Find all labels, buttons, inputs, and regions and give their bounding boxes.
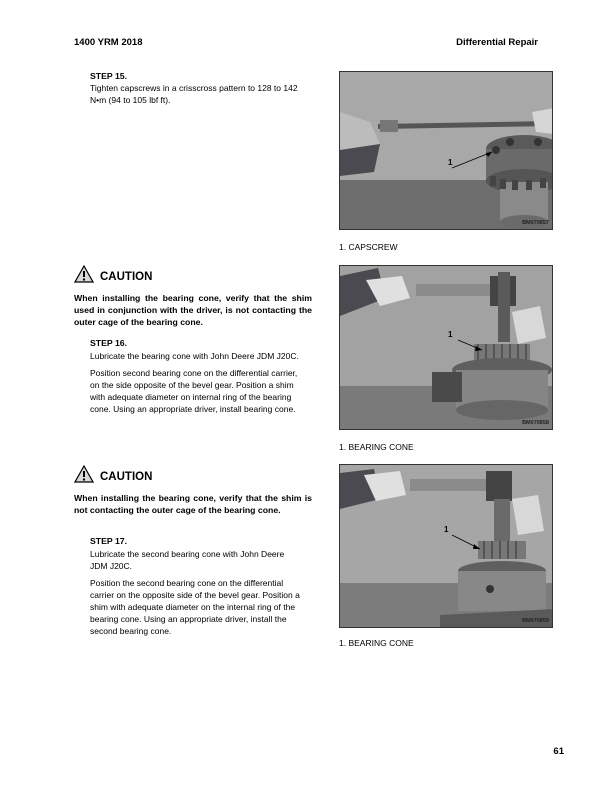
step-15-text: Tighten capscrews in a crisscross pattern to 128 to 142 N•m (94 to 105 lbf ft).	[90, 83, 298, 105]
step-16-title: STEP 16.	[90, 338, 128, 348]
caution-2-text: When installing the bearing cone, verify that the shim is not contacting the outer cage of the bearing cone.	[74, 493, 312, 515]
figure-2-code: BM070858	[522, 420, 549, 426]
caution-1-block	[74, 265, 312, 328]
figure-2-caption: 1. BEARING CONE	[339, 442, 414, 452]
figure-3-code: BM070859	[522, 618, 549, 624]
header-section-title: Differential Repair	[456, 37, 538, 48]
step-17-block	[90, 536, 302, 637]
caution-2-block	[74, 465, 312, 516]
caution-1-label: CAUTION	[100, 270, 153, 283]
page-number: 61	[553, 746, 564, 757]
warning-triangle-icon	[74, 265, 94, 288]
step-16-block	[90, 338, 302, 415]
step-16-para-2: Position second bearing cone on the differential carrier, on the side opposite of the bevel gear. Position a shim with adequate diameter on internal ring of the bearing cone. Using an appropriate driver, install bearing cone.	[90, 368, 298, 414]
figure-3-photo	[339, 464, 553, 628]
figure-1-callout: 1	[448, 158, 453, 167]
figure-1-code: BM070857	[522, 220, 549, 226]
figure-3-callout: 1	[444, 525, 449, 534]
figure-3-caption: 1. BEARING CONE	[339, 638, 414, 648]
step-15-title: STEP 15.	[90, 71, 128, 81]
header-document-title: 1400 YRM 2018	[74, 37, 143, 48]
caution-1-heading	[74, 265, 312, 288]
step-17-para-2: Position the second bearing cone on the differential carrier on the opposite side of the bevel gear. Position a shim with adequate diameter on the internal ring of the bearing cone. Using an appropriate driver, install the second bearing cone.	[90, 578, 300, 636]
step-15-block	[90, 71, 300, 106]
figure-2-callout: 1	[448, 330, 453, 339]
caution-2-label: CAUTION	[100, 470, 153, 483]
step-17-title: STEP 17.	[90, 536, 128, 546]
step-17-para-1: Lubricate the second bearing cone with John Deere JDM J20C.	[90, 549, 285, 571]
figure-2-photo	[339, 265, 553, 430]
caution-2-heading	[74, 465, 312, 488]
figure-1-photo	[339, 71, 553, 230]
step-16-para-1: Lubricate the bearing cone with John Deere JDM J20C.	[90, 351, 299, 361]
figure-1-caption: 1. CAPSCREW	[339, 242, 398, 252]
warning-triangle-icon	[74, 465, 94, 488]
caution-1-text: When installing the bearing cone, verify that the shim used in conjunction with the driver, is not contacting the outer cage of the bearing cone.	[74, 293, 312, 327]
